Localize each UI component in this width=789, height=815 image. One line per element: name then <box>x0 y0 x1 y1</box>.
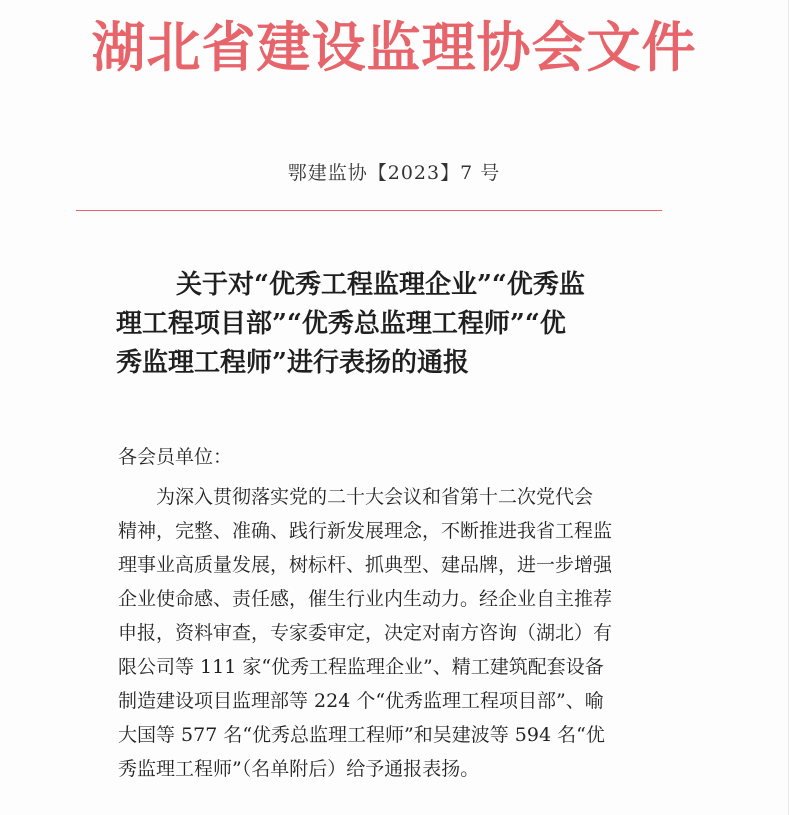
body-paragraph <box>118 480 678 786</box>
title-line: 关于对“优秀工程监理企业”“优秀监 <box>176 270 585 300</box>
body-line: 为深入贯彻落实党的二十大会议和省第十二次党代会 <box>156 486 594 508</box>
salutation: 各会员单位： <box>118 446 233 468</box>
body-line: 申报，资料审查，专家委审定，决定对南方咨询（湖北）有 <box>118 622 613 644</box>
body-line: 企业使命感、责任感，催生行业内生动力。经企业自主推荐 <box>118 588 613 610</box>
body-line: 秀监理工程师”（名单附后）给予通报表扬。 <box>118 758 480 780</box>
body-line: 理事业高质量发展，树标杆、抓典型、建品牌，进一步增强 <box>118 554 613 576</box>
title-line: 秀监理工程师”进行表扬的通报 <box>116 348 469 378</box>
title-line: 理工程项目部”“优秀总监理工程师”“优 <box>116 309 566 339</box>
body-line: 限公司等 111 家“优秀工程监理企业”、精工建筑配套设备 <box>118 656 604 678</box>
body-line: 制造建设项目监理部等 224 个“优秀监理工程项目部”、喻 <box>118 690 604 712</box>
body-line: 大国等 577 名“优秀总监理工程师”和吴建波等 594 名“优 <box>118 724 605 746</box>
masthead-title: 湖北省建设监理协会文件 <box>91 15 697 79</box>
document-number: 鄂建监协【2023】7 号 <box>287 162 501 184</box>
notice-title <box>116 266 676 383</box>
red-divider-line <box>76 210 662 211</box>
body-line: 精神，完整、准确、践行新发展理念，不断推进我省工程监 <box>118 520 613 542</box>
